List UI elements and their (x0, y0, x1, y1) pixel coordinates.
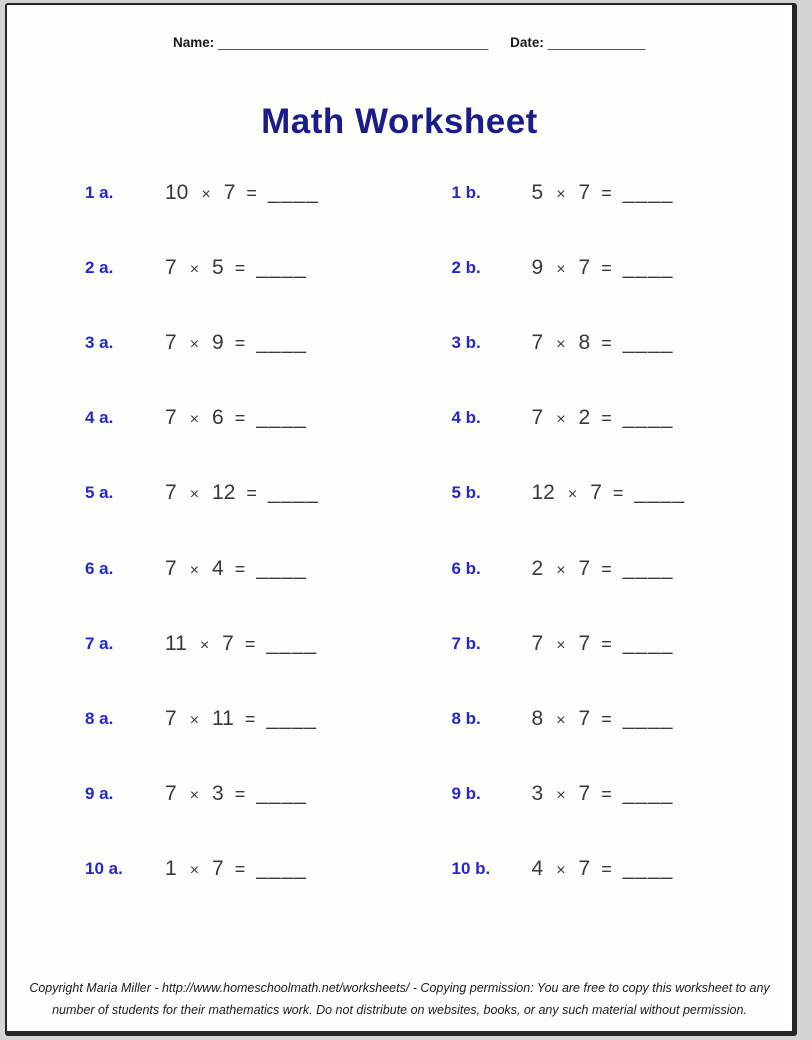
factor-2: 7 (578, 857, 591, 881)
problem-row (7, 832, 792, 907)
factor-2: 7 (578, 706, 591, 730)
problem-cell-a (7, 857, 426, 881)
problem-label: 7 a. (85, 633, 114, 653)
times-icon: × (556, 636, 566, 654)
date-label: Date: (510, 35, 544, 50)
problem-label: 8 b. (451, 708, 481, 728)
times-icon: × (189, 486, 200, 504)
equals-sign: = (601, 182, 612, 203)
equation (165, 557, 307, 581)
equals-sign: = (234, 784, 246, 805)
times-icon: × (199, 636, 210, 654)
problem-cell-b (426, 181, 793, 205)
page-title: Math Worksheet (261, 102, 538, 141)
equals-sign: = (244, 708, 256, 729)
equation (532, 406, 674, 430)
factor-1: 7 (165, 406, 177, 430)
factor-2: 7 (578, 180, 591, 204)
factor-2: 7 (212, 857, 224, 881)
factor-2: 7 (578, 782, 591, 806)
problem-cell-a (7, 481, 426, 505)
factor-2: 7 (222, 631, 234, 655)
problem-row (7, 381, 792, 456)
problem-label: 9 b. (451, 784, 481, 804)
problem-cell-b (426, 256, 793, 280)
equals-sign: = (246, 182, 257, 203)
problem-label: 6 a. (85, 558, 114, 578)
equals-sign: = (601, 408, 612, 429)
problem-row (7, 456, 792, 531)
footer-line-2: number of students for their mathematics work. Do not distribute on websites, books, or any such material without permission. (52, 1003, 747, 1018)
equation (532, 181, 674, 205)
times-icon: × (556, 185, 566, 203)
problem-label: 6 b. (451, 558, 481, 578)
problem-row (7, 155, 792, 230)
answer-blank: ____ (622, 631, 674, 655)
equation (165, 707, 317, 731)
factor-2: 7 (578, 631, 591, 655)
factor-1: 12 (531, 481, 555, 505)
answer-blank: ____ (622, 857, 674, 881)
equals-sign: = (234, 408, 246, 429)
problem-row (7, 757, 792, 832)
times-icon: × (556, 862, 566, 880)
answer-blank: ____ (622, 330, 674, 354)
factor-2: 8 (578, 330, 591, 354)
factor-1: 7 (165, 255, 177, 279)
problem-cell-a (7, 632, 426, 656)
equals-sign: = (601, 859, 612, 880)
problem-row (7, 531, 792, 606)
problem-label: 10 a. (85, 859, 123, 879)
factor-1: 7 (531, 330, 544, 354)
answer-blank: ____ (256, 255, 307, 279)
problem-cell-b (426, 481, 793, 505)
problem-cell-a (7, 256, 426, 280)
problem-label: 5 a. (85, 483, 114, 503)
problems-grid (7, 155, 792, 907)
equation (532, 782, 674, 806)
problem-cell-a (7, 707, 426, 731)
factor-1: 7 (165, 330, 177, 354)
equals-sign: = (234, 257, 246, 278)
factor-1: 3 (531, 782, 544, 806)
equation (165, 181, 319, 205)
equals-sign: = (234, 558, 246, 579)
equals-sign: = (601, 332, 612, 353)
answer-blank: ____ (622, 180, 674, 204)
factor-1: 11 (165, 631, 187, 655)
factor-1: 7 (165, 481, 177, 505)
answer-blank: ____ (266, 631, 318, 655)
answer-blank: ____ (622, 706, 674, 730)
problem-cell-a (7, 406, 426, 430)
factor-1: 4 (531, 857, 544, 881)
answer-blank: ____ (622, 556, 674, 580)
answer-blank: ____ (267, 180, 319, 204)
name-label: Name: (173, 35, 215, 50)
factor-1: 7 (165, 556, 177, 580)
factor-1: 10 (165, 180, 189, 204)
equation (165, 632, 317, 656)
problem-label: 2 a. (85, 257, 114, 277)
factor-1: 1 (165, 857, 177, 881)
factor-2: 2 (578, 406, 591, 430)
problem-label: 10 b. (451, 859, 491, 879)
times-icon: × (189, 260, 200, 278)
problem-label: 1 a. (85, 182, 114, 202)
equation (165, 406, 307, 430)
problem-label: 3 b. (451, 332, 481, 352)
answer-blank: ____ (267, 481, 319, 505)
equation (532, 707, 674, 731)
problem-row (7, 305, 792, 380)
factor-1: 7 (165, 782, 177, 806)
problem-cell-b (426, 782, 793, 806)
equals-sign: = (601, 708, 612, 729)
answer-blank: ____ (634, 481, 686, 505)
equals-sign: = (234, 859, 246, 880)
footer-line-1: Copyright Maria Miller - http://www.homeschoolmath.net/worksheets/ - Copying permission: You are free to copy this worksheet to any (29, 981, 770, 996)
equation (165, 331, 307, 355)
times-icon: × (556, 711, 566, 729)
times-icon: × (201, 185, 211, 203)
header (173, 35, 645, 50)
problem-label: 2 b. (451, 257, 481, 277)
equals-sign: = (601, 633, 612, 654)
problem-row (7, 606, 792, 681)
problem-label: 8 a. (85, 708, 114, 728)
problem-cell-b (426, 406, 793, 430)
problem-row (7, 230, 792, 305)
equation (532, 632, 674, 656)
factor-2: 9 (212, 330, 224, 354)
times-icon: × (556, 561, 566, 579)
factor-2: 4 (212, 556, 224, 580)
times-icon: × (189, 335, 200, 353)
factor-2: 5 (212, 255, 224, 279)
factor-1: 5 (531, 180, 544, 204)
equation (532, 331, 674, 355)
factor-2: 12 (212, 481, 236, 505)
problem-cell-a (7, 557, 426, 581)
problem-cell-a (7, 181, 426, 205)
equals-sign: = (234, 332, 246, 353)
equation (532, 557, 674, 581)
equation (532, 481, 686, 505)
answer-blank: ____ (622, 255, 674, 279)
footer-copyright (7, 978, 792, 1022)
times-icon: × (556, 411, 566, 429)
problem-label: 1 b. (451, 182, 481, 202)
equals-sign: = (601, 558, 612, 579)
answer-blank: ____ (622, 782, 674, 806)
problem-label: 7 b. (451, 633, 481, 653)
answer-blank: ____ (256, 330, 307, 354)
answer-blank: ____ (622, 406, 674, 430)
problem-cell-b (426, 857, 793, 881)
times-icon: × (189, 862, 200, 880)
equals-sign: = (601, 784, 612, 805)
problem-cell-a (7, 331, 426, 355)
answer-blank: ____ (256, 556, 307, 580)
factor-2: 6 (212, 406, 224, 430)
times-icon: × (189, 787, 200, 805)
equation (165, 782, 307, 806)
times-icon: × (189, 411, 200, 429)
equals-sign: = (244, 633, 256, 654)
problem-cell-b (426, 331, 793, 355)
date-blank-line: _____________ (547, 35, 646, 50)
equation (165, 481, 319, 505)
equation (165, 256, 307, 280)
equation (532, 256, 674, 280)
equals-sign: = (246, 483, 257, 504)
times-icon: × (556, 335, 566, 353)
problem-label: 9 a. (85, 784, 114, 804)
answer-blank: ____ (266, 706, 318, 730)
answer-blank: ____ (256, 406, 307, 430)
factor-2: 3 (212, 782, 224, 806)
equals-sign: = (612, 483, 624, 504)
problem-cell-b (426, 632, 793, 656)
name-blank-line: ____________________________________ (218, 35, 489, 50)
problem-cell-b (426, 707, 793, 731)
factor-1: 8 (531, 706, 544, 730)
factor-1: 7 (165, 706, 177, 730)
equals-sign: = (601, 257, 612, 278)
worksheet-page (5, 3, 797, 1036)
factor-2: 7 (578, 255, 591, 279)
equation (532, 857, 674, 881)
times-icon: × (556, 260, 566, 278)
answer-blank: ____ (256, 782, 307, 806)
factor-1: 7 (531, 631, 544, 655)
problem-cell-a (7, 782, 426, 806)
factor-1: 7 (531, 406, 544, 430)
times-icon: × (189, 711, 200, 729)
problem-label: 4 b. (451, 408, 481, 428)
problem-label: 3 a. (85, 332, 114, 352)
factor-2: 7 (578, 556, 591, 580)
times-icon: × (556, 787, 566, 805)
factor-2: 11 (212, 706, 234, 730)
factor-2: 7 (590, 481, 602, 505)
factor-1: 2 (531, 556, 544, 580)
problem-cell-b (426, 557, 793, 581)
answer-blank: ____ (256, 857, 307, 881)
equation (165, 857, 307, 881)
factor-1: 9 (531, 255, 544, 279)
problem-label: 4 a. (85, 408, 114, 428)
factor-2: 7 (223, 180, 236, 204)
times-icon: × (567, 486, 578, 504)
problem-label: 5 b. (451, 483, 481, 503)
problem-row (7, 681, 792, 756)
times-icon: × (189, 561, 200, 579)
